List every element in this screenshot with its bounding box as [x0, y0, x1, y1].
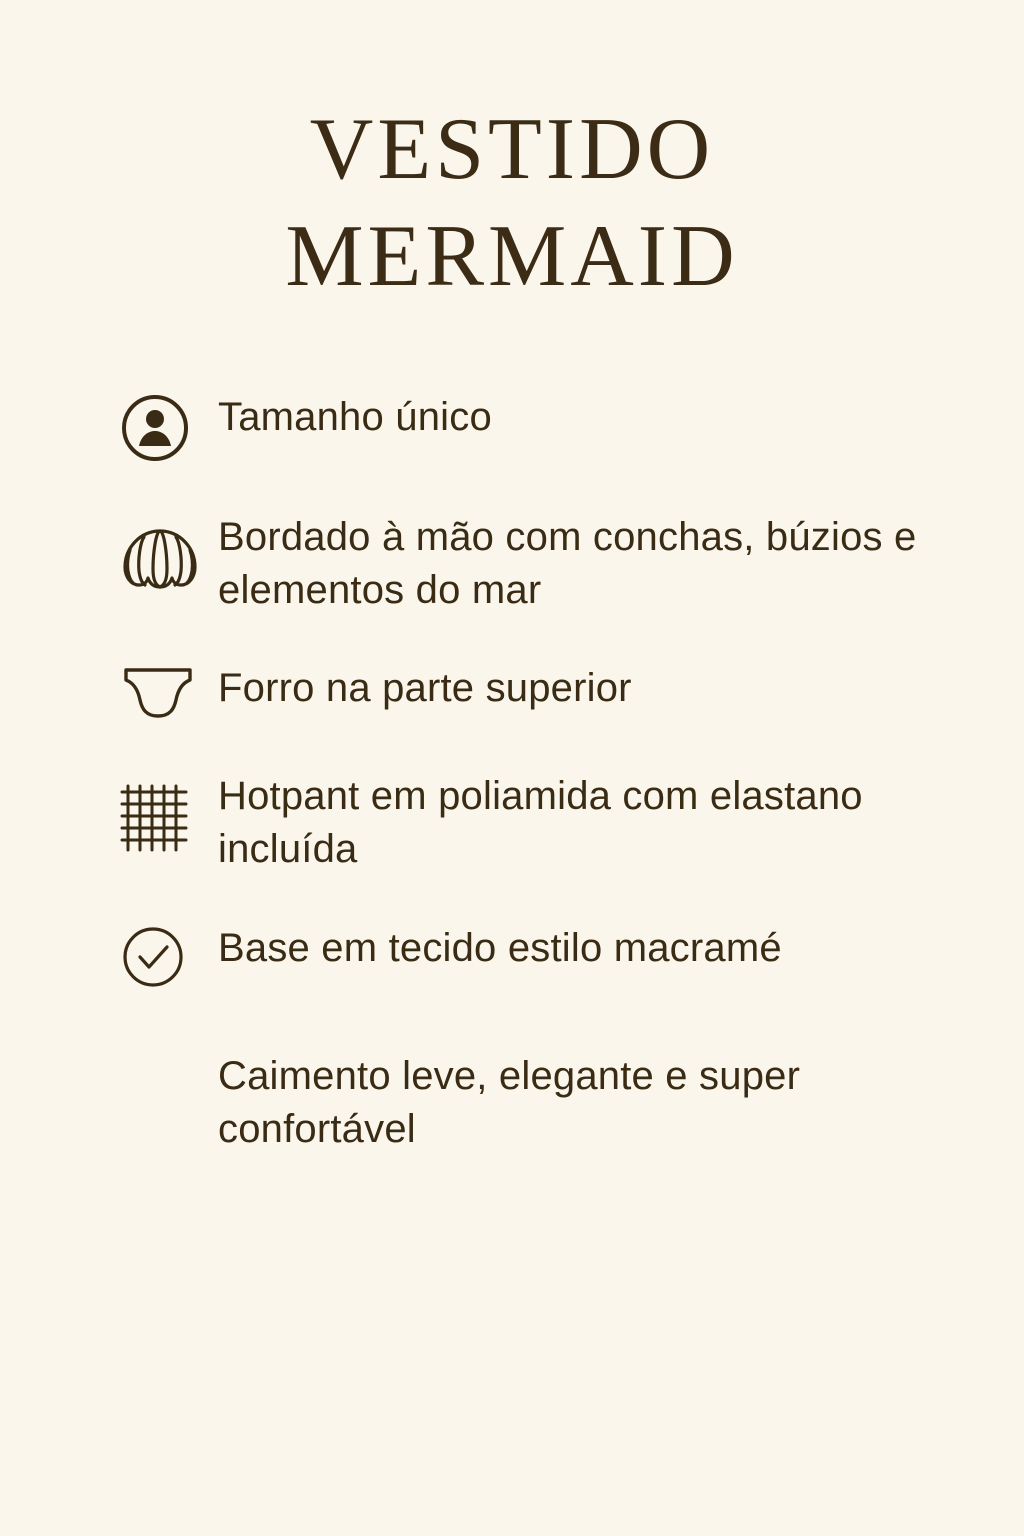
list-item-label: Caimento leve, elegante e super confortável: [218, 1053, 801, 1151]
title-line-1: VESTIDO: [309, 101, 715, 198]
list-item: [118, 660, 984, 724]
list-item-label: Hotpant em poliamida com elastano incluída: [218, 774, 863, 872]
list-item: [118, 389, 984, 465]
panty-lining-icon: [118, 660, 218, 724]
list-item: [118, 920, 984, 992]
list-item-label: Bordado à mão com conchas, búzios e elementos do mar: [218, 514, 917, 612]
list-item-label: Base em tecido estilo macramé: [218, 925, 782, 970]
page-title: [0, 0, 1024, 311]
list-item-label: Forro na parte superior: [218, 666, 632, 711]
list-item-label: Tamanho único: [218, 394, 492, 439]
title-line-2: MERMAID: [285, 208, 739, 306]
seashell-icon: [118, 509, 218, 603]
no-icon-placeholder: [118, 1048, 218, 1050]
mesh-grid-icon: [118, 768, 218, 854]
list-item: [118, 509, 984, 617]
check-circle-icon: [118, 920, 218, 992]
feature-list: [0, 389, 1024, 1156]
person-circle-icon: [118, 389, 218, 465]
list-item: [118, 768, 984, 876]
list-item: [118, 1048, 984, 1156]
